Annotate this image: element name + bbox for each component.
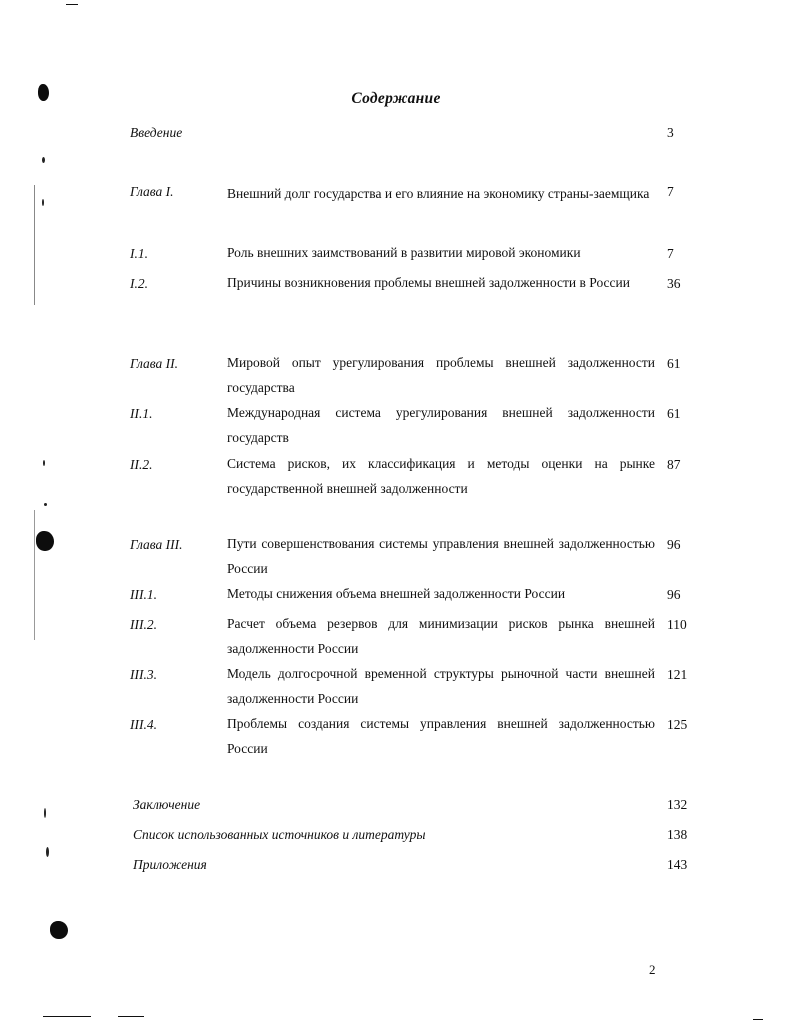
toc-entry-page: 132 — [667, 797, 688, 812]
toc-entry-page: 143 — [667, 857, 688, 872]
toc-entry-label: Заключение — [133, 797, 201, 812]
toc-entry-label: Глава III. — [130, 537, 183, 552]
toc-entry-page: 125 — [667, 717, 688, 732]
toc-entry-label: II.2. — [130, 457, 153, 472]
toc-entry-label: Глава II. — [130, 356, 179, 371]
toc-entry-label: III.2. — [130, 617, 157, 632]
toc-entry-page: 61 — [667, 406, 681, 421]
toc-entry-page: 3 — [667, 125, 674, 140]
toc-entry-title: Международная система урегулирования внешней задолженности государств — [227, 405, 655, 445]
toc-entry-page: 61 — [667, 356, 681, 371]
toc-entry-page: 96 — [667, 587, 681, 602]
toc-entry-label: III.1. — [130, 587, 157, 602]
toc-entry-page: 110 — [667, 617, 687, 632]
toc-entry-title: Пути совершенствования системы управления внешней задолженностью России — [227, 536, 655, 576]
toc-entry-title: Роль внешних заимствований в развитии мировой экономики — [227, 245, 581, 260]
toc-entry-page: 138 — [667, 827, 688, 842]
toc-entry-title: Мировой опыт урегулирования проблемы внешней задолженности государства — [227, 355, 655, 395]
page-number: 2 — [649, 962, 656, 977]
toc-entry-page: 96 — [667, 537, 681, 552]
toc-entry-label: III.4. — [130, 717, 157, 732]
toc-entry-label: Глава I. — [130, 184, 174, 199]
toc-entry-title: Методы снижения объема внешней задолженности России — [227, 586, 566, 601]
toc-entry-label: Приложения — [133, 857, 207, 872]
toc-entry-page: 7 — [667, 246, 674, 261]
toc-entry-title: Причины возникновения проблемы внешней задолженности в России — [227, 275, 630, 290]
toc-entry-title: Проблемы создания системы управления внешней задолженностью России — [227, 716, 655, 756]
toc-entry-title: Система рисков, их классификация и методы оценки на рынке государственной внешней задолженности — [227, 456, 655, 496]
toc-entry-label: II.1. — [130, 406, 153, 421]
document-title: Содержание — [351, 90, 441, 107]
toc-entry-label: Введение — [130, 125, 183, 140]
toc-entry-page: 87 — [667, 457, 681, 472]
toc-entry-label: III.3. — [130, 667, 157, 682]
toc-entry-label: Список использованных источников и литературы — [133, 827, 426, 842]
toc-entry-label: I.2. — [130, 276, 148, 291]
toc-entry-title: Модель долгосрочной временной структуры рыночной части внешней задолженности России — [227, 666, 655, 706]
toc-entry-page: 36 — [667, 276, 681, 291]
toc-entry-page: 121 — [667, 667, 688, 682]
toc-entry-page: 7 — [667, 184, 674, 199]
toc-entry-label: I.1. — [130, 246, 148, 261]
toc-entry-title: Расчет объема резервов для минимизации рисков рынка внешней задолженности России — [227, 616, 655, 656]
toc-entry-title: Внешний долг государства и его влияние на экономику страны-заемщика — [227, 186, 650, 201]
